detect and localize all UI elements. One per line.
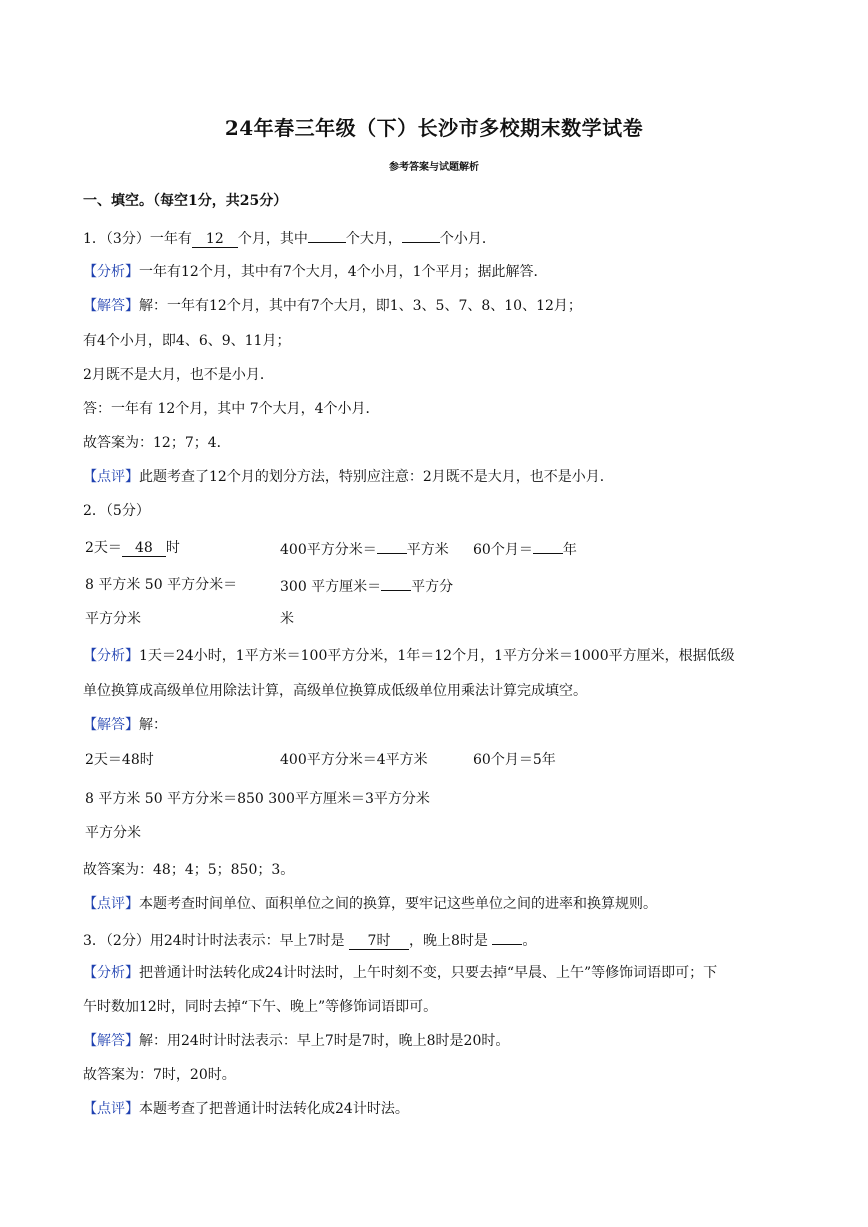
q2-r1c1	[85, 537, 180, 557]
q2-final-answer: 故答案为：48；4；5；850；3。	[83, 862, 295, 878]
q2-r1c1-blank: 48	[122, 540, 166, 557]
analysis-tag: 【分析】	[83, 264, 139, 280]
q1-answer-line-3: 2月既不是大月，也不是小月．	[83, 367, 274, 383]
q2-r2c2-text: 300 平方厘米＝	[280, 579, 382, 595]
q2-r3c2: 米	[280, 611, 294, 627]
q2-r1c1-unit: 时	[165, 540, 180, 556]
q3-final-answer: 故答案为：7时，20时。	[83, 1067, 236, 1083]
q1-answer-text-1: 解：一年有12个月，其中有7个大月，即1、3、5、7、8、10、12月；	[139, 298, 582, 314]
q2-r1c3	[473, 537, 577, 559]
q2-r1c2-text: 400平方分米＝	[280, 542, 377, 558]
q2-r1c2-unit: 平方米	[406, 542, 449, 558]
q2-analysis-line-1	[83, 645, 735, 665]
q1-blank-3	[402, 226, 440, 243]
q1-comment-text: 此题考查了12个月的划分方法，特别应注意：2月既不是大月，也不是小月．	[139, 469, 614, 485]
q2-r1c3-text: 60个月＝	[473, 542, 533, 558]
q3-analysis-line-1	[83, 962, 717, 982]
q3-stem-b: ，晚上8时是	[409, 933, 488, 949]
q2-r1c2	[280, 537, 449, 559]
q2-answer-r1c2: 400平方分米＝4平方米	[280, 752, 428, 768]
q1-stem-c: 个大月，	[345, 231, 402, 247]
q1-comment	[83, 466, 614, 486]
q2-answer-r1c1: 2天＝48时	[85, 752, 154, 768]
q1-blank-2	[308, 226, 346, 243]
q2-answer-r2: 8 平方米 50 平方分米＝850 300平方厘米＝3平方分米	[85, 791, 430, 807]
q1-stem-a: 1．（3分）一年有	[83, 231, 192, 247]
page-title: 24年春三年级（下）长沙市多校期末数学试卷	[224, 116, 644, 140]
q3-stem-c: 。	[522, 933, 537, 949]
q3-answer	[83, 1030, 509, 1050]
q2-r2c2	[280, 574, 453, 596]
q3-analysis-line-2: 午时数加12时，同时去掉“下午、晚上”等修饰词语即可。	[83, 999, 438, 1015]
comment-tag: 【点评】	[83, 469, 139, 485]
q3-blank-2	[492, 928, 522, 945]
q1-analysis	[83, 261, 548, 281]
page-subtitle: 参考答案与试题解析	[389, 162, 479, 173]
q2-r3c1: 平方分米	[85, 611, 141, 627]
section-heading: 一、填空。（每空1分，共25分）	[83, 193, 288, 209]
q2-answer-head	[83, 714, 167, 734]
q2-header: 2．（5分）	[83, 503, 150, 519]
q2-r1c2-blank	[377, 537, 407, 554]
q3-blank-1: 7时	[349, 933, 409, 950]
q2-r2c2-blank	[381, 574, 411, 591]
q1-stem-d: 个小月．	[439, 231, 496, 247]
q1-stem	[83, 226, 496, 248]
comment-tag: 【点评】	[83, 896, 139, 912]
q2-r2c1: 8 平方米 50 平方分米＝	[85, 577, 238, 593]
q2-r2c2-unit: 平方分	[411, 579, 454, 595]
q3-analysis-text-1: 把普通计时法转化成24计时法时，上午时刻不变，只要去掉“早晨、上午”等修饰词语即可；下	[139, 965, 718, 981]
q1-blank-1: 12	[192, 231, 238, 248]
q2-analysis-line-2: 单位换算成高级单位用除法计算，高级单位换算成低级单位用乘法计算完成填空。	[83, 683, 587, 699]
q3-comment-text: 本题考查了把普通计时法转化成24计时法。	[139, 1101, 409, 1117]
q3-stem-a: 3．（2分）用24时计时法表示：早上7时是	[83, 933, 345, 949]
analysis-tag: 【分析】	[83, 965, 139, 981]
q2-comment-text: 本题考查时间单位、面积单位之间的换算，要牢记这些单位之间的进率和换算规则。	[139, 896, 657, 912]
answer-tag: 【解答】	[83, 298, 139, 314]
q2-analysis-text-1: 1天＝24小时，1平方米＝100平方分米，1年＝12个月，1平方分米＝1000平方厘米，根据低级	[139, 648, 735, 664]
q2-r1c3-unit: 年	[562, 542, 577, 558]
q3-answer-text: 解：用24时计时法表示：早上7时是7时，晚上8时是20时。	[139, 1033, 510, 1049]
answer-tag: 【解答】	[83, 717, 139, 733]
comment-tag: 【点评】	[83, 1101, 139, 1117]
q1-stem-b: 个月，其中	[237, 231, 308, 247]
q2-answer-r1c3: 60个月＝5年	[473, 752, 556, 768]
q1-analysis-text: 一年有12个月，其中有7个大月，4个小月，1个平月；据此解答．	[139, 264, 548, 280]
q1-answer-line-1	[83, 295, 582, 315]
answer-tag: 【解答】	[83, 1033, 139, 1049]
q2-answer-head-text: 解：	[139, 717, 167, 733]
q1-answer-line-2: 有4个小月，即4、6、9、11月；	[83, 333, 291, 349]
q2-comment	[83, 893, 657, 913]
q2-r1c1-text: 2天＝	[85, 540, 122, 556]
q1-answer-line-5: 故答案为：12；7；4．	[83, 435, 231, 451]
q2-r1c3-blank	[533, 537, 563, 554]
analysis-tag: 【分析】	[83, 648, 139, 664]
q3-comment	[83, 1098, 409, 1118]
q3-stem	[83, 928, 536, 950]
q1-answer-line-4: 答：一年有 12个月，其中 7个大月，4个小月．	[83, 401, 380, 417]
q2-answer-r3: 平方分米	[85, 825, 141, 841]
